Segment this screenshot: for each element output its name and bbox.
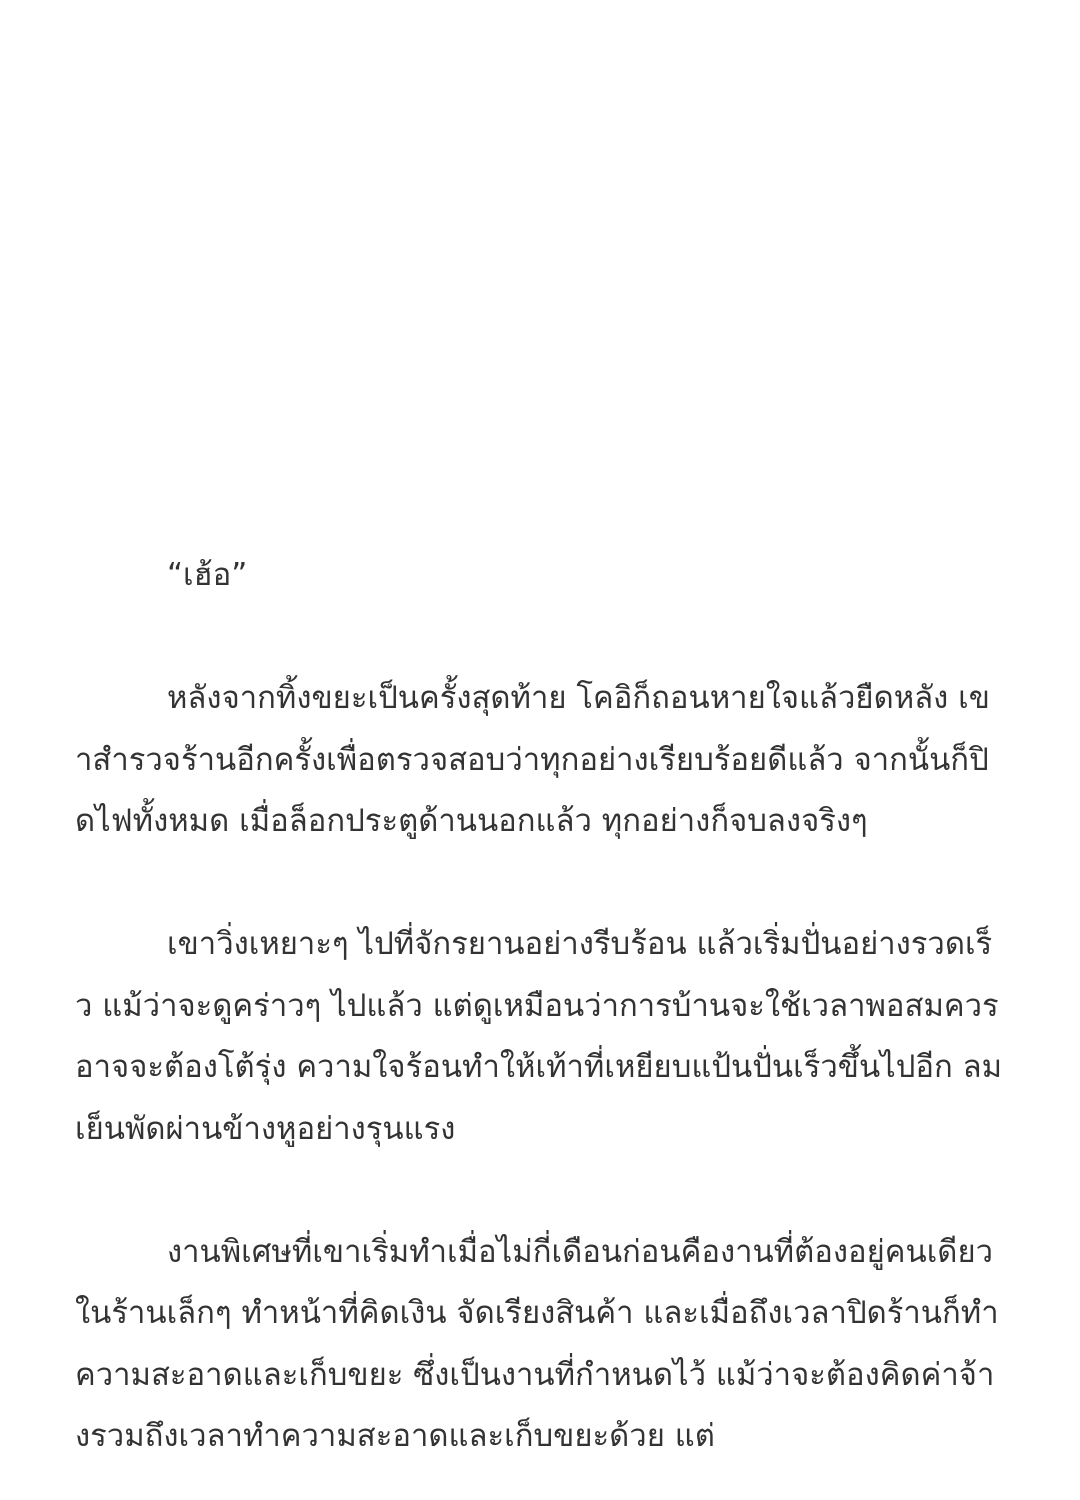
paragraph-closing-shop: หลังจากทิ้งขยะเป็นครั้งสุดท้าย โคอิก็ถอนหายใจแล้วยืดหลัง เขาสำรวจร้านอีกครั้งเพื่อตรวจสอบว่าทุกอย่างเรียบร้อยดีแล้ว จากนั้นก็ปิดไฟทั้งหมด เมื่อล็อกประตูด้านนอกแล้ว ทุกอย่างก็จบลงจริงๆ [75,680,990,839]
paragraph-sigh: “เฮ้อ” [167,557,248,593]
paragraph-part-time-job: งานพิเศษที่เขาเริ่มทำเมื่อไม่กี่เดือนก่อนคืองานที่ต้องอยู่คนเดียวในร้านเล็กๆ ทำหน้าที่คิดเงิน จัดเรียงสินค้า และเมื่อถึงเวลาปิดร้านก็ทำความสะอาดและเก็บขยะ ซึ่งเป็นงานที่กำหนดไว้ แม้ว่าจะต้องคิดค่าจ้างรวมถึงเวลาทำความสะอาดและเก็บขยะด้วย แต่ [75,1233,999,1454]
document-body [75,545,1005,1500]
paragraph-bicycle: เขาวิ่งเหยาะๆ ไปที่จักรยานอย่างรีบร้อน แล้วเริ่มปั่นอย่างรวดเร็ว แม้ว่าจะดูคร่าวๆ ไปแล้ว แต่ดูเหมือนว่าการบ้านจะใช้เวลาพอสมควร อาจจะต้องโต้รุ่ง ความใจร้อนทำให้เท้าที่เหยียบแป้นปั่นเร็วขึ้นไปอีก ลมเย็นพัดผ่านข้างหูอย่างรุนแรง [75,926,1003,1147]
